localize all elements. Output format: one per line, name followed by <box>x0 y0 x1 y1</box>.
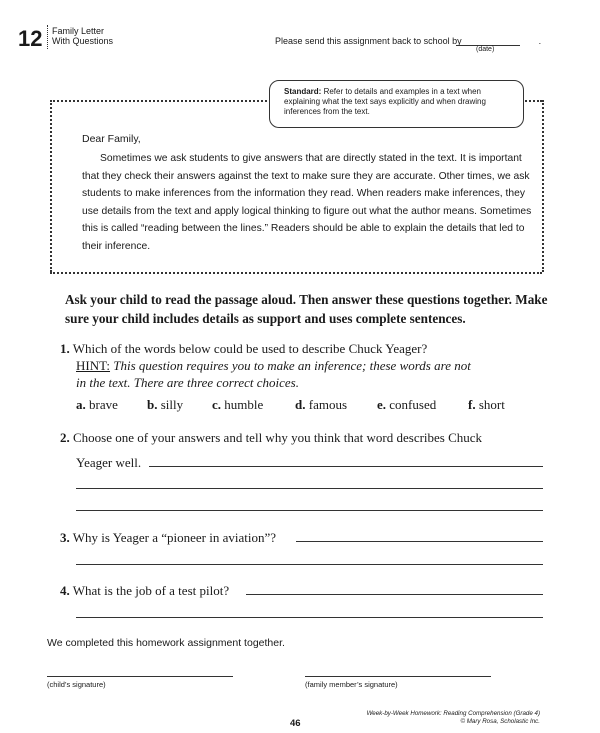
choice-a-letter: a. <box>76 397 86 412</box>
choice-d-letter: d. <box>295 397 306 412</box>
family-signature-label: (family member’s signature) <box>305 680 398 689</box>
question-1-number: 1. <box>60 341 70 356</box>
choice-f[interactable] <box>468 397 505 413</box>
family-signature-line[interactable] <box>305 676 491 677</box>
choice-e-letter: e. <box>377 397 387 412</box>
answer-line[interactable] <box>76 488 543 489</box>
lesson-number: 12 <box>18 26 43 51</box>
answer-line[interactable] <box>296 541 543 542</box>
choice-a[interactable] <box>76 397 118 413</box>
send-back-text: Please send this assignment back to school by <box>275 36 462 46</box>
answer-line[interactable] <box>76 510 543 511</box>
choice-c-word: humble <box>224 397 264 412</box>
question-3 <box>60 530 276 546</box>
question-3-number: 3. <box>60 530 70 545</box>
hint-text: This question requires you to make an inference; these words are not in the text. There are three correct choices. <box>76 358 471 390</box>
question-2-number: 2. <box>60 430 70 445</box>
choice-b-letter: b. <box>147 397 158 412</box>
lesson-title <box>52 26 113 46</box>
choice-f-word: short <box>478 397 505 412</box>
instructions: Ask your child to read the passage aloud. Then answer these questions together. Make sure your child includes details as support and uses complete sentences. <box>65 292 548 326</box>
page-number: 46 <box>290 718 301 729</box>
answer-line[interactable] <box>149 466 543 467</box>
choice-c-letter: c. <box>212 397 222 412</box>
question-2-text-line1: Choose one of your answers and tell why you think that word describes Chuck <box>73 430 483 445</box>
letter-box-right-border <box>542 100 544 272</box>
choice-a-word: brave <box>89 397 118 412</box>
standard-callout <box>269 80 524 128</box>
answer-line[interactable] <box>76 617 543 618</box>
child-signature-line[interactable] <box>47 676 233 677</box>
child-signature-label: (child’s signature) <box>47 680 106 689</box>
letter-greeting: Dear Family, <box>82 133 141 145</box>
copyright-credit <box>340 710 540 725</box>
completion-statement: We completed this homework assignment together. <box>47 637 285 649</box>
question-4 <box>60 583 229 599</box>
credit-line2: © Mary Rosa, Scholastic Inc. <box>460 717 540 725</box>
lesson-title-line1: Family Letter <box>52 26 105 36</box>
date-label: (date) <box>476 46 495 53</box>
standard-label: Standard: <box>284 87 322 96</box>
question-2 <box>60 430 550 446</box>
question-3-text: Why is Yeager a “pioneer in aviation”? <box>72 530 276 545</box>
choice-c[interactable] <box>212 397 263 413</box>
answer-line[interactable] <box>76 564 543 565</box>
letter-body: Sometimes we ask students to give answers that are directly stated in the text. It is important that they check their answers against the text to make sure they are accurate. Other times, we ask students to make inferences from the information they read. When readers make inferences, they use details from the text and apply logical thinking to figure out what the author means. Sometimes this is called “reading between the lines.” Readers should be able to explain the details that led to their inference. <box>82 153 532 252</box>
lesson-title-line2: With Questions <box>52 36 114 46</box>
choice-b-word: silly <box>160 397 184 412</box>
choice-f-letter: f. <box>468 397 476 412</box>
question-4-number: 4. <box>60 583 70 598</box>
question-4-text: What is the job of a test pilot? <box>72 583 230 598</box>
hint-label: HINT: <box>76 358 111 373</box>
choice-d[interactable] <box>295 397 347 413</box>
letter-box-left-border <box>50 100 52 272</box>
question-2-line2: Yeager well. <box>76 455 142 470</box>
choice-d-word: famous <box>308 397 348 412</box>
answer-line[interactable] <box>246 594 543 595</box>
header-divider <box>47 25 48 49</box>
send-back-period: . <box>538 36 542 46</box>
question-1 <box>60 341 540 357</box>
credit-line1: Week-by-Week Homework: Reading Comprehension (Grade 4) <box>366 710 540 717</box>
standard-text: Refer to details and examples in a text when explaining what the text says explicitly and when drawing inferences from the text. <box>284 87 486 116</box>
choice-b[interactable] <box>147 397 183 413</box>
choice-e[interactable] <box>377 397 436 413</box>
question-1-hint <box>76 357 476 391</box>
choice-e-word: confused <box>389 397 437 412</box>
question-1-text: Which of the words below could be used to describe Chuck Yeager? <box>72 341 428 356</box>
